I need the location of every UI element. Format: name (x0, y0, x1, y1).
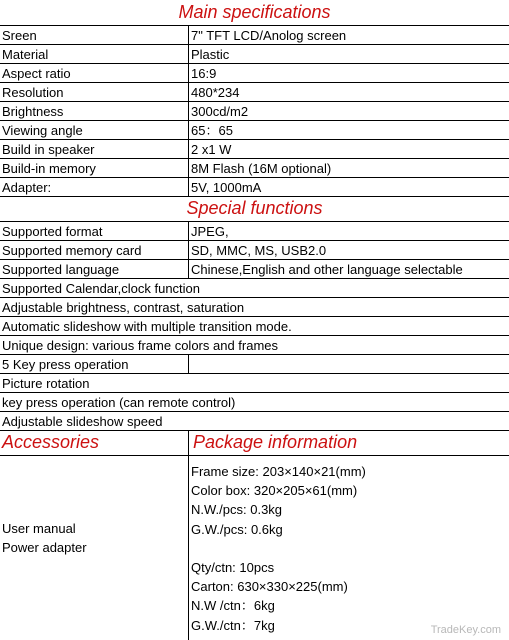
row-value: Plastic (191, 47, 230, 62)
column-divider (188, 221, 189, 278)
package-line: N.W /ctn：6kg (191, 598, 275, 614)
accessories-list (2, 519, 87, 557)
column-divider (188, 354, 189, 373)
row-label: Material (2, 47, 49, 62)
package-line: N.W./pcs: 0.3kg (191, 502, 283, 518)
row-label: Supported language (2, 262, 120, 277)
row-divider (0, 335, 509, 336)
row-divider (0, 82, 509, 83)
package-heading: Package information (193, 432, 358, 452)
package-line (191, 539, 366, 558)
row-divider (0, 392, 509, 393)
row-value: 16:9 (191, 66, 217, 81)
row-label: Picture rotation (2, 376, 90, 391)
row-value: 7" TFT LCD/Anolog screen (191, 28, 347, 43)
row-divider (0, 373, 509, 374)
row-label: Adjustable brightness, contrast, saturation (2, 300, 245, 315)
row-label: Unique design: various frame colors and frames (2, 338, 279, 353)
row-value: 300cd/m2 (191, 104, 249, 119)
row-divider (0, 316, 509, 317)
row-divider (0, 120, 509, 121)
row-label: Adapter: (2, 180, 52, 195)
special-functions-heading: Special functions (186, 198, 323, 218)
row-label: Adjustable slideshow speed (2, 414, 163, 429)
row-divider (0, 240, 509, 241)
row-value: JPEG, (191, 224, 229, 239)
row-divider (0, 297, 509, 298)
row-divider (0, 139, 509, 140)
column-divider (188, 430, 189, 640)
package-line: Color box: 320×205×61(mm) (191, 483, 358, 499)
row-divider (0, 25, 509, 26)
row-divider (0, 177, 509, 178)
row-value: 8M Flash (16M optional) (191, 161, 332, 176)
row-divider (0, 455, 509, 456)
row-divider (0, 101, 509, 102)
package-line: Qty/ctn: 10pcs (191, 559, 275, 575)
row-label: Viewing angle (2, 123, 83, 138)
row-divider (0, 259, 509, 260)
row-value: 65：65 (191, 123, 233, 138)
accessory-item: Power adapter (2, 540, 87, 556)
row-value: 5V, 1000mA (191, 180, 262, 195)
package-line: G.W./ctn：7kg (191, 617, 275, 633)
package-line: Frame size: 203×140×21(mm) (191, 464, 366, 479)
row-divider (0, 221, 509, 222)
row-label: Brightness (2, 104, 64, 119)
row-label: 5 Key press operation (2, 357, 129, 372)
row-label: Build in speaker (2, 142, 95, 157)
column-divider (188, 25, 189, 196)
row-value: Chinese,English and other language selectable (191, 262, 463, 277)
row-label: Supported memory card (2, 243, 142, 258)
row-divider (0, 63, 509, 64)
row-label: key press operation (can remote control) (2, 395, 236, 410)
accessories-heading: Accessories (2, 432, 100, 452)
row-label: Supported format (2, 224, 103, 239)
row-label: Build-in memory (2, 161, 96, 176)
row-value: SD, MMC, MS, USB2.0 (191, 243, 327, 258)
row-divider (0, 430, 509, 431)
watermark: TradeKey.com (430, 624, 501, 636)
package-line: G.W./pcs: 0.6kg (191, 521, 283, 537)
row-divider (0, 278, 509, 279)
row-divider (0, 44, 509, 45)
row-divider (0, 411, 509, 412)
row-value: 480*234 (191, 85, 240, 100)
row-value: 2 x1 W (191, 142, 232, 157)
accessory-item: User manual (2, 521, 76, 536)
row-label: Supported Calendar,clock function (2, 281, 201, 296)
main-specs-heading: Main specifications (178, 2, 331, 22)
package-line: Carton: 630×330×225(mm) (191, 579, 348, 595)
row-label: Sreen (2, 28, 37, 43)
row-divider (0, 354, 509, 355)
package-list (191, 462, 366, 635)
row-label: Aspect ratio (2, 66, 71, 81)
row-label: Automatic slideshow with multiple transition mode. (2, 319, 292, 334)
row-divider (0, 196, 509, 197)
row-label: Resolution (2, 85, 64, 100)
row-divider (0, 158, 509, 159)
